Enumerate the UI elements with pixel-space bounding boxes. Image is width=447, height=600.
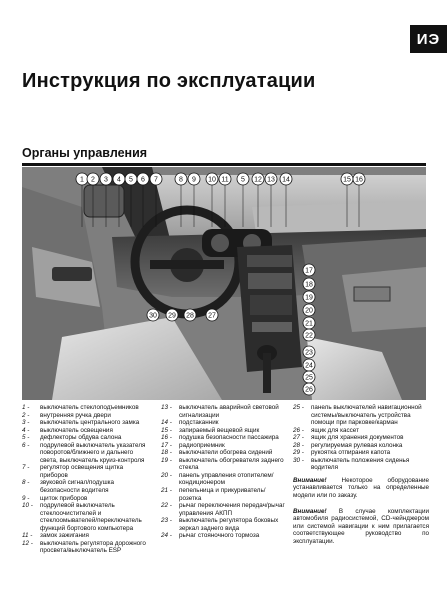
legend-number: 22 - bbox=[161, 502, 172, 510]
legend-text: выключатель освещения bbox=[40, 426, 113, 434]
legend-text: ящик для хранения документов bbox=[311, 434, 404, 442]
legend-number: 7 - bbox=[22, 464, 30, 472]
legend-text: дефлекторы обдува салона bbox=[40, 434, 122, 442]
legend-item bbox=[22, 502, 152, 532]
legend-item bbox=[161, 434, 287, 442]
legend-text: панель выключателей навигационной системы/выключатель устройства помощи при парковке/карман bbox=[311, 404, 422, 427]
callout-number: 13 bbox=[267, 176, 275, 184]
legend-item bbox=[293, 449, 429, 457]
callout-number: 5 bbox=[129, 176, 133, 184]
legend-number: 1 - bbox=[22, 404, 30, 411]
legend-number: 25 - bbox=[293, 404, 304, 411]
legend-text: внутренняя ручка двери bbox=[40, 411, 111, 419]
legend-number: 20 - bbox=[161, 471, 172, 479]
legend-text: звуковой сигнал/подушка безопасности водителя bbox=[40, 479, 115, 495]
legend-number: 3 - bbox=[22, 419, 30, 427]
legend-item bbox=[293, 442, 429, 450]
legend-number: 11 - bbox=[22, 532, 33, 540]
legend-item bbox=[161, 502, 287, 517]
legend-text: подушка безопасности пассажира bbox=[179, 434, 279, 442]
legend-item bbox=[293, 434, 429, 442]
legend-item bbox=[161, 457, 287, 472]
callout-number: 14 bbox=[282, 176, 290, 184]
callout-number: 4 bbox=[117, 176, 121, 184]
legend-item bbox=[22, 434, 152, 442]
legend-text: выключатель регулятора дорожного просвета/выключатель ESP bbox=[40, 539, 146, 555]
callout-number: 11 bbox=[221, 176, 229, 184]
callout-number: 5 bbox=[241, 176, 245, 184]
dashboard-photo bbox=[22, 167, 426, 400]
callout-number: 17 bbox=[305, 267, 313, 275]
legend-text: выключатель аварийной световой сигнализации bbox=[179, 404, 279, 419]
legend-column-3 bbox=[293, 404, 429, 545]
callout-marker bbox=[265, 173, 277, 185]
legend-number: 17 - bbox=[161, 441, 172, 449]
legend-text: выключатель обогревателя заднего стекла bbox=[179, 456, 284, 472]
callout-marker bbox=[76, 173, 88, 185]
callout-number: 20 bbox=[305, 307, 313, 315]
callout-number: 9 bbox=[192, 176, 196, 184]
legend-number: 14 - bbox=[161, 419, 172, 427]
legend-column-1 bbox=[22, 404, 152, 555]
legend-number: 26 - bbox=[293, 426, 304, 434]
legend-text: подстаканник bbox=[179, 419, 219, 427]
legend-number: 9 - bbox=[22, 494, 30, 502]
callout-marker bbox=[303, 346, 315, 358]
callout-marker bbox=[303, 359, 315, 371]
callout-marker bbox=[280, 173, 292, 185]
callout-marker bbox=[184, 309, 196, 321]
note-radio-manual bbox=[293, 508, 429, 546]
callout-number: 28 bbox=[186, 312, 194, 320]
callout-number: 16 bbox=[355, 176, 363, 184]
legend-item bbox=[22, 464, 152, 479]
legend-number: 21 - bbox=[161, 487, 172, 495]
callout-number: 23 bbox=[305, 349, 313, 357]
callout-marker bbox=[353, 173, 365, 185]
callout-marker bbox=[303, 383, 315, 395]
legend-number: 10 - bbox=[22, 502, 33, 510]
callout-number: 12 bbox=[254, 176, 262, 184]
callout-number: 1 bbox=[80, 176, 84, 184]
legend-number: 16 - bbox=[161, 434, 172, 442]
callout-marker bbox=[147, 309, 159, 321]
note-optional-equipment bbox=[293, 477, 429, 500]
callout-number: 24 bbox=[305, 362, 313, 370]
note-label: Внимание! bbox=[293, 476, 327, 484]
callout-marker bbox=[303, 317, 315, 329]
legend-number: 19 - bbox=[161, 456, 172, 464]
note-text: Некоторое оборудование устанавливается только на определенные модели или по заказу. bbox=[293, 476, 429, 500]
legend-text: выключатель стеклоподъемников bbox=[40, 404, 139, 411]
legend-text: ящик для кассет bbox=[311, 426, 359, 434]
callout-number: 21 bbox=[305, 320, 313, 328]
legend-text: выключатель центрального замка bbox=[40, 419, 140, 427]
callout-marker bbox=[206, 173, 218, 185]
callout-marker bbox=[237, 173, 249, 185]
callout-number: 22 bbox=[305, 332, 313, 340]
legend-item bbox=[161, 449, 287, 457]
note-label: Внимание! bbox=[293, 507, 327, 515]
legend-text: выключатель положения сиденья водителя bbox=[311, 456, 410, 472]
callout-number: 3 bbox=[104, 176, 108, 184]
callout-marker bbox=[219, 173, 231, 185]
legend-item bbox=[22, 540, 152, 555]
callout-marker bbox=[252, 173, 264, 185]
legend-item bbox=[161, 404, 287, 419]
legend-item bbox=[22, 404, 152, 412]
legend-item bbox=[161, 419, 287, 427]
callout-marker bbox=[175, 173, 187, 185]
legend-item bbox=[22, 495, 152, 503]
legend-text: рукоятка отпирания капота bbox=[311, 449, 391, 457]
legend-text: регулятор освещения щитка приборов bbox=[40, 464, 124, 479]
dashboard-illustration bbox=[22, 167, 426, 400]
legend-text: пепельница и прикуриватель/розетка bbox=[179, 487, 266, 502]
section-badge: ИЭ bbox=[410, 25, 447, 53]
callout-marker bbox=[206, 309, 218, 321]
legend-text: выключатель регулятора боковых зеркал заднего вида bbox=[179, 517, 279, 532]
legend-number: 23 - bbox=[161, 517, 172, 525]
legend-item bbox=[161, 517, 287, 532]
legend-item bbox=[161, 532, 287, 540]
legend-number: 24 - bbox=[161, 532, 172, 540]
legend-number: 15 - bbox=[161, 426, 172, 434]
legend-text: запираемый вещевой ящик bbox=[179, 426, 260, 434]
callout-number: 26 bbox=[305, 386, 313, 394]
legend-text: панель управления отопителем/кондиционером bbox=[179, 471, 274, 487]
callout-marker bbox=[303, 291, 315, 303]
legend-text: подрулевой выключатель указателя поворотов/ближнего и дальнего света, выключатель круиз-контроля bbox=[40, 441, 146, 464]
callout-marker bbox=[137, 173, 149, 185]
page-title: Инструкция по эксплуатации bbox=[22, 70, 316, 92]
legend-number: 30 - bbox=[293, 456, 304, 464]
callout-marker bbox=[125, 173, 137, 185]
callout-number: 2 bbox=[91, 176, 95, 184]
legend-item bbox=[293, 457, 429, 472]
legend-item bbox=[22, 442, 152, 465]
legend-item bbox=[161, 472, 287, 487]
callout-marker bbox=[303, 264, 315, 276]
callout-marker bbox=[100, 173, 112, 185]
legend-item bbox=[293, 427, 429, 435]
legend-number: 28 - bbox=[293, 441, 304, 449]
callout-marker bbox=[341, 173, 353, 185]
legend-text: замок зажигания bbox=[40, 532, 89, 540]
legend-text: рычаг переключения передач/рычаг управления АКПП bbox=[179, 502, 285, 517]
legend-item bbox=[22, 412, 152, 420]
callout-number: 6 bbox=[141, 176, 145, 184]
legend-item bbox=[22, 419, 152, 427]
callout-marker bbox=[303, 278, 315, 290]
legend-text: подрулевой выключатель стеклоочистителей и стеклоомывателей/переключатель функций бортового компьютера bbox=[40, 502, 142, 532]
legend-item bbox=[293, 404, 429, 427]
note-text: В случае комплектации автомобиля радиосистемой, CD-чейнджером или системой навигации к ним прилагается соответствующее руководство по эксплуатации. bbox=[293, 507, 429, 545]
legend-text: выключатели обогрева сидений bbox=[179, 449, 273, 457]
callout-number: 18 bbox=[305, 281, 313, 289]
legend-number: 2 - bbox=[22, 411, 30, 419]
callout-marker bbox=[303, 371, 315, 383]
legend-number: 27 - bbox=[293, 434, 304, 442]
callout-marker bbox=[166, 309, 178, 321]
section-title: Органы управления bbox=[22, 146, 148, 160]
callout-number: 29 bbox=[168, 312, 176, 320]
callout-number: 27 bbox=[208, 312, 216, 320]
legend-number: 12 - bbox=[22, 539, 33, 547]
legend-number: 6 - bbox=[22, 441, 30, 449]
legend-number: 13 - bbox=[161, 404, 172, 411]
legend-number: 4 - bbox=[22, 426, 30, 434]
callout-marker bbox=[113, 173, 125, 185]
callout-number: 25 bbox=[305, 374, 313, 382]
callout-marker bbox=[188, 173, 200, 185]
legend-item bbox=[22, 532, 152, 540]
legend-text: щиток приборов bbox=[40, 494, 88, 502]
legend-number: 8 - bbox=[22, 479, 30, 487]
callout-number: 10 bbox=[208, 176, 216, 184]
legend-text: регулируемая рулевая колонка bbox=[311, 441, 403, 449]
callout-marker bbox=[87, 173, 99, 185]
legend-text: рычаг стояночного тормоза bbox=[179, 532, 260, 540]
legend-number: 29 - bbox=[293, 449, 304, 457]
legend-item bbox=[161, 487, 287, 502]
callout-number: 7 bbox=[154, 176, 158, 184]
callout-marker bbox=[303, 329, 315, 341]
callout-number: 19 bbox=[305, 294, 313, 302]
legend-item bbox=[22, 479, 152, 494]
callout-marker bbox=[150, 173, 162, 185]
callout-number: 15 bbox=[343, 176, 351, 184]
legend-text: радиоприемник bbox=[179, 441, 225, 449]
legend-number: 18 - bbox=[161, 449, 172, 457]
callout-marker bbox=[303, 304, 315, 316]
callout-number: 8 bbox=[179, 176, 183, 184]
section-divider bbox=[22, 163, 426, 166]
legend-column-2 bbox=[161, 404, 287, 540]
legend-number: 5 - bbox=[22, 434, 30, 442]
callout-number: 30 bbox=[149, 312, 157, 320]
